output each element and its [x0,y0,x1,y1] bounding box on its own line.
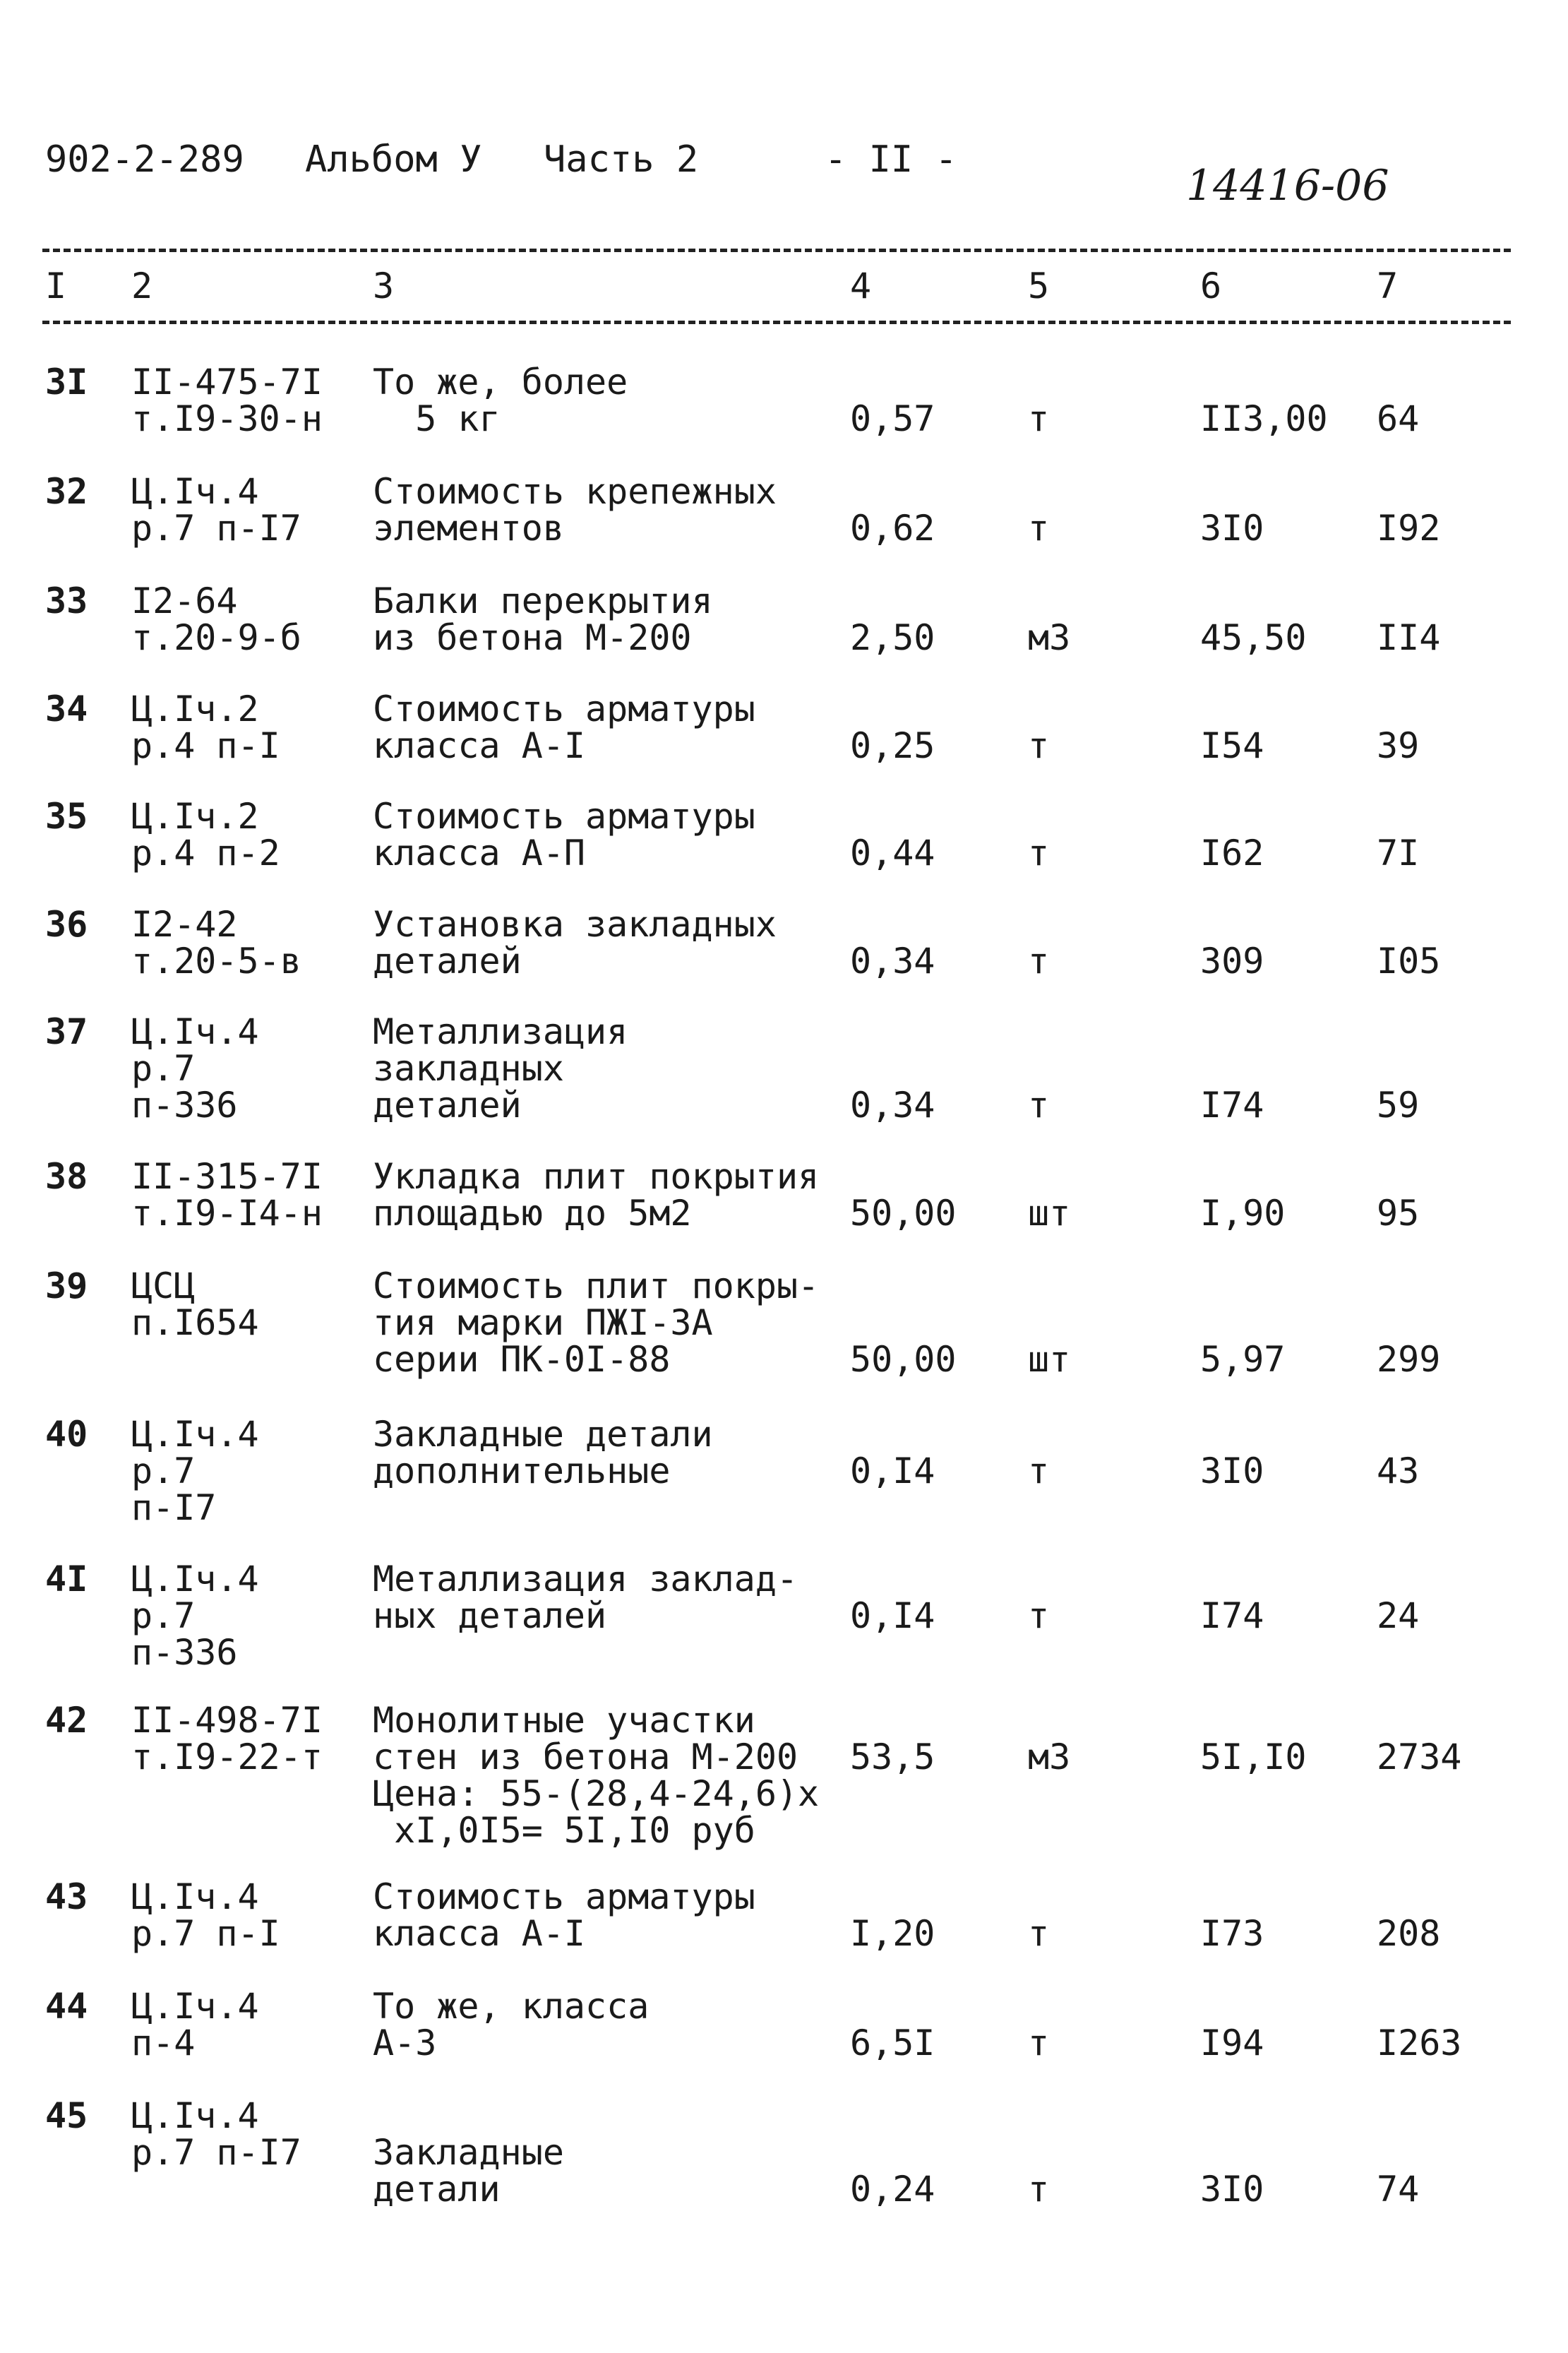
unit-price-cell: 5I,I0 [1200,1737,1307,1777]
unit-price-cell: 309 [1200,941,1264,982]
row-number-cell: 40 [45,1414,88,1455]
unit-price-cell: I74 [1200,1595,1264,1636]
work-description-cell: Закладные детали [373,2132,564,2210]
unit-cell: т [1028,2023,1050,2063]
quantity-cell: 0,I4 [850,1450,935,1491]
row-number-cell: 33 [45,580,88,621]
total-cost-cell: I92 [1377,508,1441,549]
work-description-cell: Закладные детали дополнительные [373,1414,713,1491]
unit-price-cell: 3I0 [1200,2169,1264,2210]
row-number-cell: 39 [45,1265,88,1306]
total-cost-cell: I05 [1377,941,1441,982]
quantity-cell: 50,00 [850,1193,957,1234]
column-header-3: 3 [373,266,395,306]
handwritten-stamp: 14416-06 [1186,161,1389,210]
unit-cell: т [1028,725,1050,766]
norm-code-cell: Ц.Iч.4 р.7 п-I7 [131,2095,301,2173]
page-number: - II - [825,138,957,181]
quantity-cell: 6,5I [850,2023,935,2063]
unit-cell: т [1028,2169,1050,2210]
unit-price-cell: I,90 [1200,1193,1286,1234]
work-description-cell: Укладка плит покрытия площадью до 5м2 [373,1156,820,1234]
quantity-cell: 0,25 [850,725,935,766]
quantity-cell: 50,00 [850,1339,957,1380]
unit-price-cell: I73 [1200,1913,1264,1954]
norm-code-cell: Ц.Iч.4 р.7 п-I [131,1876,280,1954]
norm-code-cell: I2-42 т.20-5-в [131,904,301,982]
norm-code-cell: ЦСЦ п.I654 [131,1265,259,1343]
row-number-cell: 43 [45,1876,88,1917]
table-header-rule [42,321,1511,324]
row-number-cell: 45 [45,2095,88,2136]
work-description-cell: То же, класса А-3 [373,1986,650,2063]
unit-cell: т [1028,1450,1050,1491]
unit-price-cell: II3,00 [1200,398,1328,439]
unit-price-cell: 45,50 [1200,617,1307,658]
column-header-6: 6 [1200,266,1222,306]
total-cost-cell: II4 [1377,617,1441,658]
table-top-rule [42,249,1511,252]
unit-price-cell: 3I0 [1200,508,1264,549]
total-cost-cell: 95 [1377,1193,1420,1234]
total-cost-cell: I263 [1377,2023,1462,2063]
unit-cell: шт [1028,1193,1071,1234]
norm-code-cell: Ц.Iч.4 п-4 [131,1986,259,2063]
total-cost-cell: 299 [1377,1339,1441,1380]
norm-code-cell: Ц.Iч.4 р.7 п-I7 [131,1414,259,1528]
row-number-cell: 35 [45,796,88,837]
unit-price-cell: I54 [1200,725,1264,766]
norm-code-cell: II-475-7I т.I9-30-н [131,362,323,439]
row-number-cell: 34 [45,689,88,729]
total-cost-cell: 208 [1377,1913,1441,1954]
work-description-cell: Стоимость арматуры класса А-I [373,689,755,766]
norm-code-cell: Ц.Iч.2 р.4 п-I [131,689,280,766]
norm-code-cell: Ц.Iч.4 р.7 п-I7 [131,471,301,549]
unit-price-cell: I62 [1200,833,1264,874]
quantity-cell: 0,24 [850,2169,935,2210]
unit-cell: т [1028,833,1050,874]
unit-cell: т [1028,941,1050,982]
unit-price-cell: 3I0 [1200,1450,1264,1491]
column-header-2: 2 [131,266,153,306]
total-cost-cell: 64 [1377,398,1420,439]
quantity-cell: 0,57 [850,398,935,439]
norm-code-cell: II-498-7I т.I9-22-т [131,1700,323,1777]
unit-cell: т [1028,1595,1050,1636]
unit-cell: шт [1028,1339,1071,1380]
quantity-cell: 53,5 [850,1737,935,1777]
column-header-4: 4 [850,266,872,306]
quantity-cell: 0,62 [850,508,935,549]
work-description-cell: Стоимость плит покры- тия марки ПЖI-3А серии ПК-0I-88 [373,1265,820,1380]
column-header-5: 5 [1028,266,1050,306]
total-cost-cell: 7I [1377,833,1420,874]
unit-cell: м3 [1028,617,1071,658]
unit-price-cell: I74 [1200,1085,1264,1126]
row-number-cell: 4I [45,1559,88,1600]
row-number-cell: 3I [45,362,88,403]
unit-cell: т [1028,1913,1050,1954]
work-description-cell: Стоимость крепежных элементов [373,471,777,549]
unit-price-cell: 5,97 [1200,1339,1286,1380]
row-number-cell: 36 [45,904,88,945]
album-label: Альбом У [305,138,482,181]
norm-code-cell: Ц.Iч.2 р.4 п-2 [131,796,280,874]
total-cost-cell: 39 [1377,725,1420,766]
total-cost-cell: 59 [1377,1085,1420,1126]
work-description-cell: Стоимость арматуры класса А-П [373,796,755,874]
column-header-1: I [45,266,67,306]
row-number-cell: 37 [45,1011,88,1052]
quantity-cell: 0,44 [850,833,935,874]
work-description-cell: Монолитные участки стен из бетона М-200 Цена: 55-(28,4-24,6)х хI,0I5= 5I,I0 руб [373,1700,820,1851]
column-header-7: 7 [1377,266,1399,306]
work-description-cell: Установка закладных деталей [373,904,777,982]
work-description-cell: Металлизация заклад- ных деталей [373,1559,798,1636]
quantity-cell: 0,I4 [850,1595,935,1636]
quantity-cell: I,20 [850,1913,935,1954]
total-cost-cell: 24 [1377,1595,1420,1636]
unit-price-cell: I94 [1200,2023,1264,2063]
row-number-cell: 42 [45,1700,88,1741]
total-cost-cell: 2734 [1377,1737,1462,1777]
quantity-cell: 0,34 [850,1085,935,1126]
total-cost-cell: 43 [1377,1450,1420,1491]
norm-code-cell: I2-64 т.20-9-б [131,580,301,658]
work-description-cell: То же, более 5 кг [373,362,628,439]
row-number-cell: 44 [45,1986,88,2027]
work-description-cell: Металлизация закладных деталей [373,1011,628,1126]
norm-code-cell: Ц.Iч.4 р.7 п-336 [131,1559,259,1673]
norm-code-cell: II-315-7I т.I9-I4-н [131,1156,323,1234]
unit-cell: т [1028,508,1050,549]
part-label: Часть 2 [544,138,699,181]
unit-cell: т [1028,1085,1050,1126]
document-code: 902-2-289 [45,138,244,181]
norm-code-cell: Ц.Iч.4 р.7 п-336 [131,1011,259,1126]
work-description-cell: Стоимость арматуры класса А-I [373,1876,755,1954]
quantity-cell: 2,50 [850,617,935,658]
quantity-cell: 0,34 [850,941,935,982]
total-cost-cell: 74 [1377,2169,1420,2210]
unit-cell: м3 [1028,1737,1071,1777]
unit-cell: т [1028,398,1050,439]
row-number-cell: 38 [45,1156,88,1197]
work-description-cell: Балки перекрытия из бетона М-200 [373,580,713,658]
row-number-cell: 32 [45,471,88,512]
